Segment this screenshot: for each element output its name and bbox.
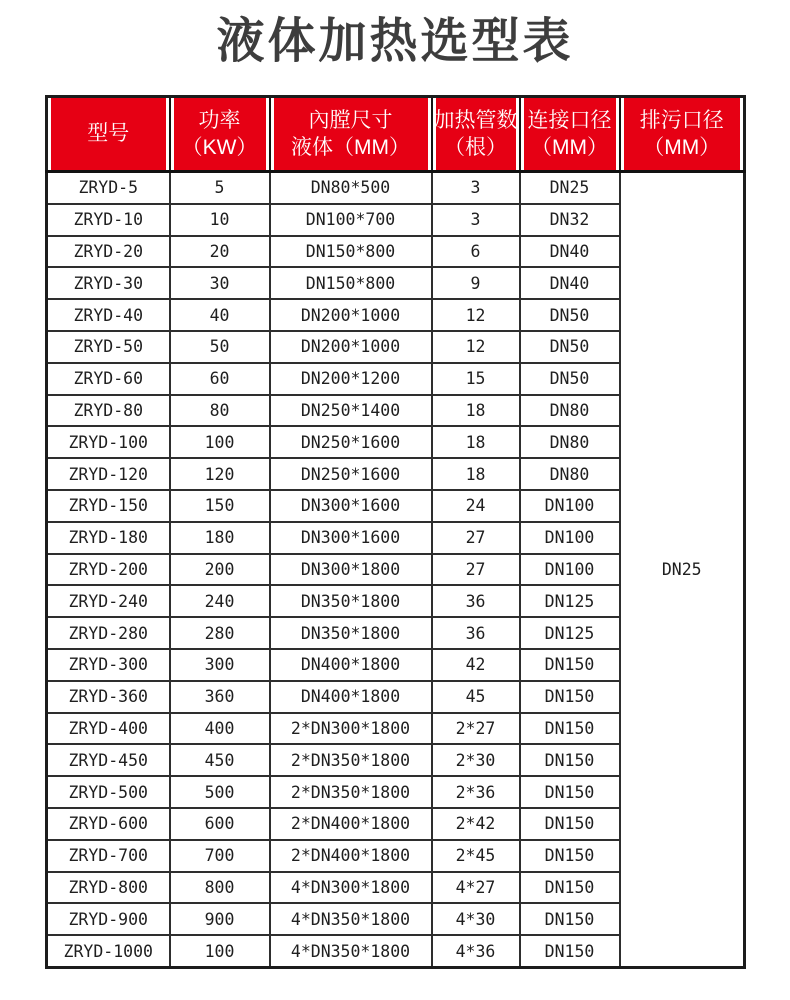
table-cell: 2*DN400*1800 bbox=[270, 840, 432, 872]
table-cell: 27 bbox=[432, 554, 520, 586]
table-cell: 80 bbox=[170, 395, 270, 427]
table-cell: 6 bbox=[432, 236, 520, 268]
table-header-row bbox=[47, 97, 745, 172]
table-cell: 18 bbox=[432, 395, 520, 427]
table-cell: DN150 bbox=[520, 808, 620, 840]
table-cell: ZRYD-450 bbox=[47, 744, 170, 776]
table-cell: DN100 bbox=[520, 522, 620, 554]
header-connection-diameter bbox=[520, 97, 620, 172]
table-cell: ZRYD-600 bbox=[47, 808, 170, 840]
table-cell: ZRYD-280 bbox=[47, 617, 170, 649]
table-cell: ZRYD-400 bbox=[47, 713, 170, 745]
table-cell: DN150 bbox=[520, 776, 620, 808]
table-body bbox=[47, 172, 745, 968]
table-cell: DN300*1800 bbox=[270, 554, 432, 586]
table-cell: 2*DN350*1800 bbox=[270, 776, 432, 808]
table-cell: 36 bbox=[432, 585, 520, 617]
table-cell: DN32 bbox=[520, 204, 620, 236]
table-cell: DN250*1600 bbox=[270, 458, 432, 490]
header-inner-size-line1: 內膛尺寸 bbox=[308, 108, 393, 132]
table-cell: 4*DN350*1800 bbox=[270, 903, 432, 935]
header-tube-count bbox=[432, 97, 520, 172]
header-inner-size bbox=[270, 97, 432, 172]
table-cell: 450 bbox=[170, 744, 270, 776]
table-cell: ZRYD-10 bbox=[47, 204, 170, 236]
header-tube-count-line1: 加热管数 bbox=[433, 108, 518, 132]
table-cell: 9 bbox=[432, 267, 520, 299]
table-cell: ZRYD-800 bbox=[47, 872, 170, 904]
table-cell: 27 bbox=[432, 522, 520, 554]
table-cell: ZRYD-120 bbox=[47, 458, 170, 490]
table-cell: 2*DN350*1800 bbox=[270, 744, 432, 776]
table-cell: DN80 bbox=[520, 395, 620, 427]
table-cell: DN50 bbox=[520, 299, 620, 331]
table-cell: 2*DN300*1800 bbox=[270, 713, 432, 745]
table-cell: DN150 bbox=[520, 681, 620, 713]
table-cell: 30 bbox=[170, 267, 270, 299]
table-cell: 150 bbox=[170, 490, 270, 522]
table-cell: DN100 bbox=[520, 554, 620, 586]
table-cell: 100 bbox=[170, 426, 270, 458]
table-cell: ZRYD-150 bbox=[47, 490, 170, 522]
table-cell: 900 bbox=[170, 903, 270, 935]
table-cell: 700 bbox=[170, 840, 270, 872]
table-cell: DN80*500 bbox=[270, 172, 432, 204]
table-cell: DN125 bbox=[520, 585, 620, 617]
table-cell: DN50 bbox=[520, 331, 620, 363]
header-inner-size-line2: 液体（MM） bbox=[291, 136, 410, 159]
table-cell: ZRYD-60 bbox=[47, 363, 170, 395]
table-cell: 2*42 bbox=[432, 808, 520, 840]
table-cell: 100 bbox=[170, 935, 270, 967]
table-cell: ZRYD-360 bbox=[47, 681, 170, 713]
header-connection-diameter-line1: 连接口径 bbox=[527, 108, 612, 132]
table-cell: 800 bbox=[170, 872, 270, 904]
table-cell: ZRYD-240 bbox=[47, 585, 170, 617]
table-cell: DN40 bbox=[520, 236, 620, 268]
table-cell: 2*36 bbox=[432, 776, 520, 808]
table-cell: ZRYD-80 bbox=[47, 395, 170, 427]
selection-table bbox=[45, 95, 746, 969]
table-cell: 20 bbox=[170, 236, 270, 268]
table-cell: DN150 bbox=[520, 744, 620, 776]
table-cell: DN150*800 bbox=[270, 236, 432, 268]
table-cell: DN150 bbox=[520, 649, 620, 681]
header-drain-diameter-line1: 排污口径 bbox=[639, 108, 724, 132]
table-cell: DN80 bbox=[520, 458, 620, 490]
table-cell: DN300*1600 bbox=[270, 522, 432, 554]
table-cell: 2*45 bbox=[432, 840, 520, 872]
header-power-line2: （KW） bbox=[181, 136, 258, 159]
table-cell: DN150 bbox=[520, 840, 620, 872]
table-cell: DN400*1800 bbox=[270, 681, 432, 713]
table-cell: 120 bbox=[170, 458, 270, 490]
table-cell: DN300*1600 bbox=[270, 490, 432, 522]
table-cell: 18 bbox=[432, 458, 520, 490]
table-cell: ZRYD-300 bbox=[47, 649, 170, 681]
table-cell: DN200*1200 bbox=[270, 363, 432, 395]
table-cell: ZRYD-200 bbox=[47, 554, 170, 586]
table-cell: 10 bbox=[170, 204, 270, 236]
table-cell: 60 bbox=[170, 363, 270, 395]
table-cell: ZRYD-5 bbox=[47, 172, 170, 204]
table-cell: DN100 bbox=[520, 490, 620, 522]
table-cell: DN350*1800 bbox=[270, 617, 432, 649]
table-cell: ZRYD-50 bbox=[47, 331, 170, 363]
table-cell: DN80 bbox=[520, 426, 620, 458]
table-cell: DN200*1000 bbox=[270, 331, 432, 363]
header-power bbox=[170, 97, 270, 172]
table-row bbox=[47, 172, 745, 204]
table-cell: 2*27 bbox=[432, 713, 520, 745]
table-cell: DN200*1000 bbox=[270, 299, 432, 331]
table-cell: DN50 bbox=[520, 363, 620, 395]
table-cell: DN125 bbox=[520, 617, 620, 649]
header-model bbox=[47, 97, 170, 172]
table-cell: 200 bbox=[170, 554, 270, 586]
table-cell: DN150 bbox=[520, 935, 620, 967]
table-cell: ZRYD-30 bbox=[47, 267, 170, 299]
table-cell: 42 bbox=[432, 649, 520, 681]
table-cell: DN40 bbox=[520, 267, 620, 299]
table-cell: 4*DN350*1800 bbox=[270, 935, 432, 967]
table-cell: 40 bbox=[170, 299, 270, 331]
drain-diameter-merged-cell: DN25 bbox=[620, 172, 745, 968]
selection-table-container bbox=[45, 95, 746, 969]
table-cell: ZRYD-100 bbox=[47, 426, 170, 458]
table-cell: 50 bbox=[170, 331, 270, 363]
table-cell: 24 bbox=[432, 490, 520, 522]
table-cell: DN250*1400 bbox=[270, 395, 432, 427]
page-title: 液体加热选型表 bbox=[216, 15, 574, 68]
table-cell: 4*36 bbox=[432, 935, 520, 967]
header-power-line1: 功率 bbox=[198, 108, 241, 132]
table-cell: 2*DN400*1800 bbox=[270, 808, 432, 840]
table-cell: DN150 bbox=[520, 713, 620, 745]
table-cell: 3 bbox=[432, 204, 520, 236]
table-cell: ZRYD-900 bbox=[47, 903, 170, 935]
table-cell: 280 bbox=[170, 617, 270, 649]
header-drain-diameter bbox=[620, 97, 745, 172]
table-cell: 500 bbox=[170, 776, 270, 808]
table-cell: DN100*700 bbox=[270, 204, 432, 236]
table-cell: 36 bbox=[432, 617, 520, 649]
table-cell: DN250*1600 bbox=[270, 426, 432, 458]
table-cell: ZRYD-500 bbox=[47, 776, 170, 808]
header-drain-diameter-line2: （MM） bbox=[643, 136, 721, 159]
table-cell: DN350*1800 bbox=[270, 585, 432, 617]
table-cell: 400 bbox=[170, 713, 270, 745]
table-cell: ZRYD-700 bbox=[47, 840, 170, 872]
table-cell: DN150*800 bbox=[270, 267, 432, 299]
header-tube-count-line2: （根） bbox=[444, 136, 507, 159]
table-cell: 45 bbox=[432, 681, 520, 713]
table-cell: 15 bbox=[432, 363, 520, 395]
table-cell: 4*DN300*1800 bbox=[270, 872, 432, 904]
table-cell: 12 bbox=[432, 299, 520, 331]
table-cell: 2*30 bbox=[432, 744, 520, 776]
table-cell: 4*27 bbox=[432, 872, 520, 904]
table-cell: DN400*1800 bbox=[270, 649, 432, 681]
table-cell: DN25 bbox=[520, 172, 620, 204]
table-cell: 300 bbox=[170, 649, 270, 681]
table-cell: ZRYD-20 bbox=[47, 236, 170, 268]
table-cell: 240 bbox=[170, 585, 270, 617]
table-cell: DN150 bbox=[520, 903, 620, 935]
table-cell: ZRYD-1000 bbox=[47, 935, 170, 967]
table-cell: 3 bbox=[432, 172, 520, 204]
table-cell: 180 bbox=[170, 522, 270, 554]
table-cell: 5 bbox=[170, 172, 270, 204]
table-cell: ZRYD-40 bbox=[47, 299, 170, 331]
table-cell: DN150 bbox=[520, 872, 620, 904]
header-model-line1: 型号 bbox=[87, 122, 130, 146]
table-cell: 18 bbox=[432, 426, 520, 458]
table-cell: 12 bbox=[432, 331, 520, 363]
header-connection-diameter-line2: （MM） bbox=[531, 136, 608, 159]
table-cell: 4*30 bbox=[432, 903, 520, 935]
table-cell: 600 bbox=[170, 808, 270, 840]
table-cell: ZRYD-180 bbox=[47, 522, 170, 554]
table-cell: 360 bbox=[170, 681, 270, 713]
